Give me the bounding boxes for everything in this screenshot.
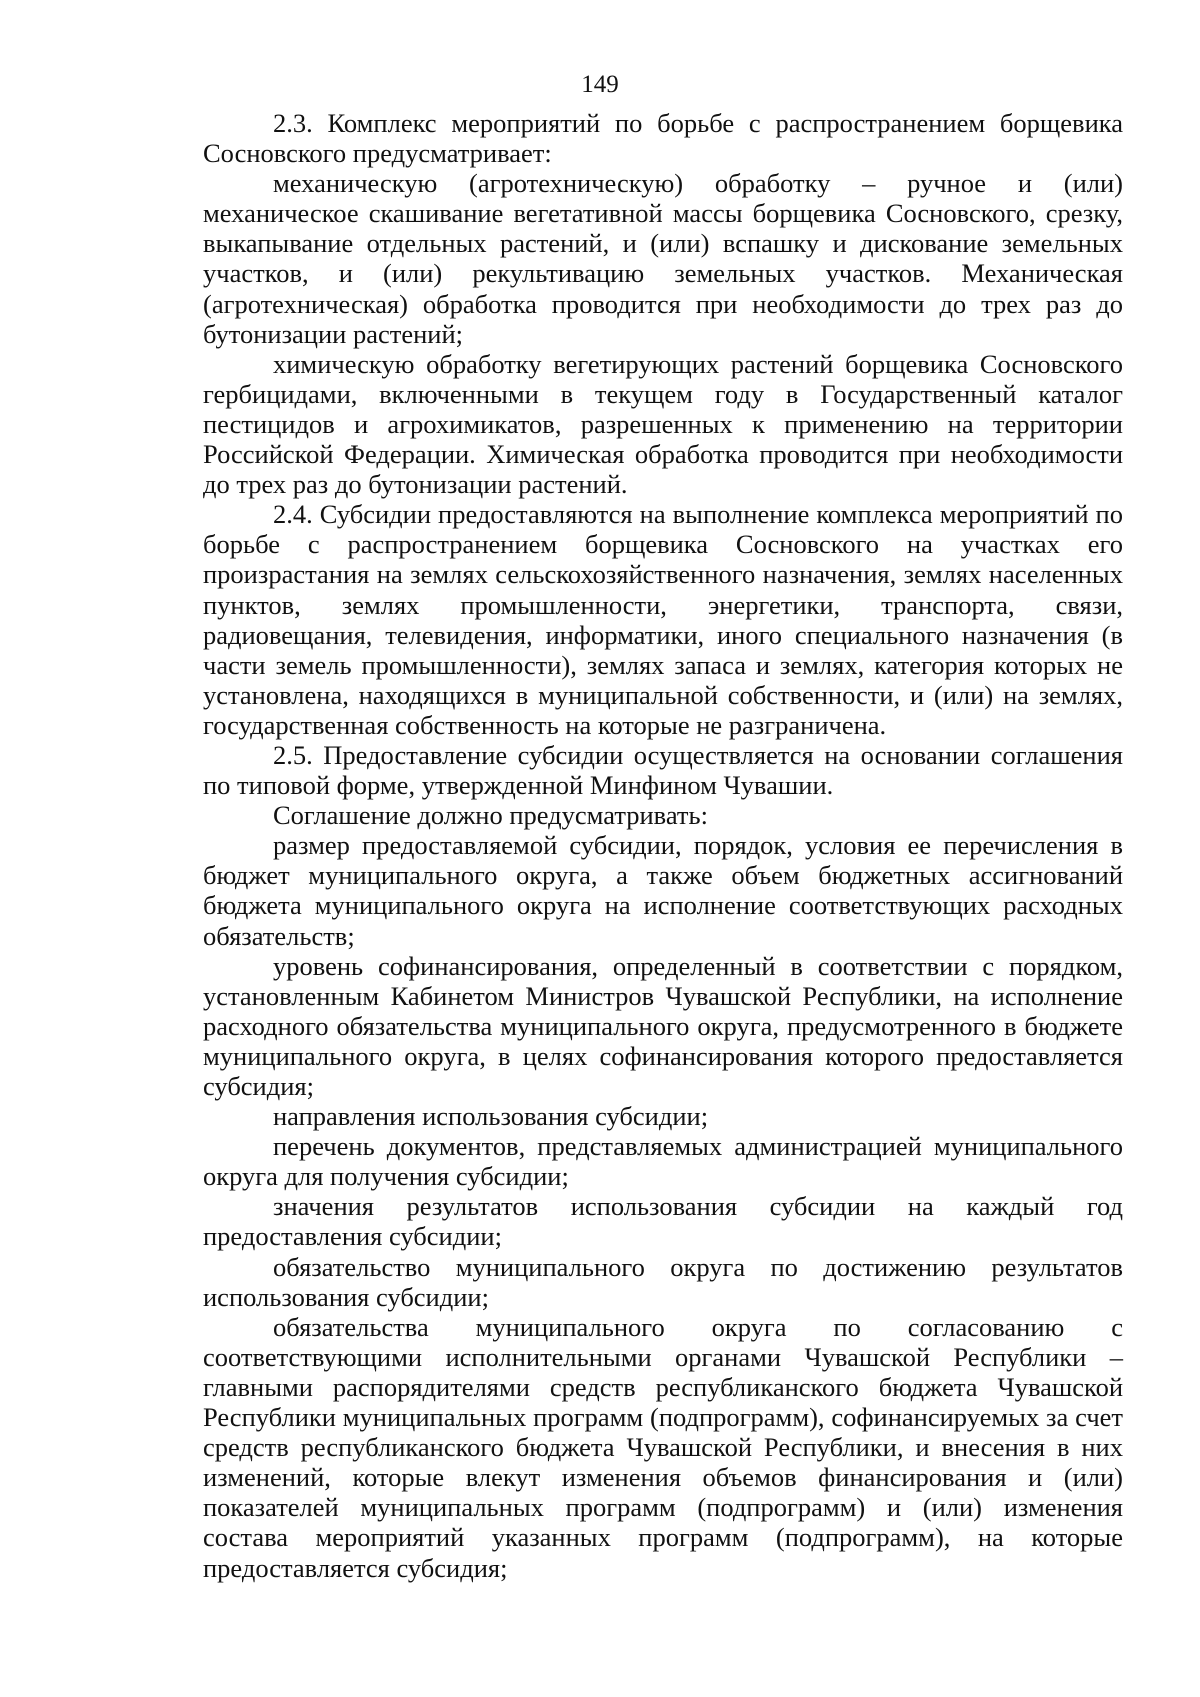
paragraph-cofinancing-level: уровень софинансирования, определенный в соответствии с порядком, установленным Кабинетом Министров Чувашской Республики, на исполнение расходного обязательства муниципального округа, предусмотренного в бюджете муниципального округа, в целях софинансирования которого предоставляется субсидия;	[203, 950, 1123, 1101]
document-body	[203, 108, 1123, 1583]
paragraph-coordination-obligations: обязательства муниципального округа по согласованию с соответствующими исполнительными органами Чувашской Республики – главными распорядителями средств республиканского бюджета Чувашской Республики муниципальных программ (подпрограмм), софинансируемых за счет средств республиканского бюджета Чувашской Республики, и внесения в них изменений, которые влекут изменения объемов финансирования и (или) показателей муниципальных программ (подпрограмм) и (или) изменения состава мероприятий указанных программ (подпрограмм), на которые предоставляется субсидия;	[203, 1311, 1123, 1583]
paragraph-results-obligation: обязательство муниципального округа по достижению результатов использования субсидии;	[203, 1251, 1123, 1312]
paragraph-2-5: 2.5. Предоставление субсидии осуществляется на основании соглашения по типовой форме, утвержденной Минфином Чувашии.	[203, 739, 1123, 801]
paragraph-usage-directions: направления использования субсидии;	[273, 1101, 709, 1132]
paragraph-documents-list: перечень документов, представляемых администрацией муниципального округа для получения субсидии;	[203, 1131, 1123, 1192]
paragraph-subsidy-amount: размер предоставляемой субсидии, порядок, условия ее перечисления в бюджет муниципального округа, а также объем бюджетных ассигнований бюджета муниципального округа на исполнение соответствующих расходных обязательств;	[203, 830, 1123, 951]
paragraph-mechanical-treatment: механическую (агротехническую) обработку – ручное и (или) механическое скашивание вегетативной массы борщевика Сосновского, срезку, выкапывание отдельных растений, и (или) вспашку и дискование земельных участков, и (или) рекультивацию земельных участков. Механическая (агротехническая) обработка проводится при необходимости до трех раз до бутонизации растений;	[203, 168, 1123, 349]
paragraph-agreement-intro: Соглашение должно предусматривать:	[273, 800, 708, 831]
paragraph-result-values: значения результатов использования субсидии на каждый год предоставления субсидии;	[203, 1191, 1123, 1252]
paragraph-2-3: 2.3. Комплекс мероприятий по борьбе с распространением борщевика Сосновского предусматривает:	[203, 108, 1123, 169]
page-number: 149	[581, 71, 619, 98]
paragraph-chemical-treatment: химическую обработку вегетирующих растений борщевика Сосновского гербицидами, включенными в текущем году в Государственный каталог пестицидов и агрохимикатов, разрешенных к применению на территории Российской Федерации. Химическая обработка проводится при необходимости до трех раз до бутонизации растений.	[203, 348, 1123, 500]
paragraph-2-4: 2.4. Субсидии предоставляются на выполнение комплекса мероприятий по борьбе с распространением борщевика Сосновского на участках его произрастания на землях сельскохозяйственного назначения, землях населенных пунктов, землях промышленности, энергетики, транспорта, связи, радиовещания, телевидения, информатики, иного специального назначения (в части земель промышленности), землях запаса и землях, категория которых не установлена, находящихся в муниципальной собственности, и (или) на землях, государственная собственность на которые не разграничена.	[203, 499, 1123, 740]
